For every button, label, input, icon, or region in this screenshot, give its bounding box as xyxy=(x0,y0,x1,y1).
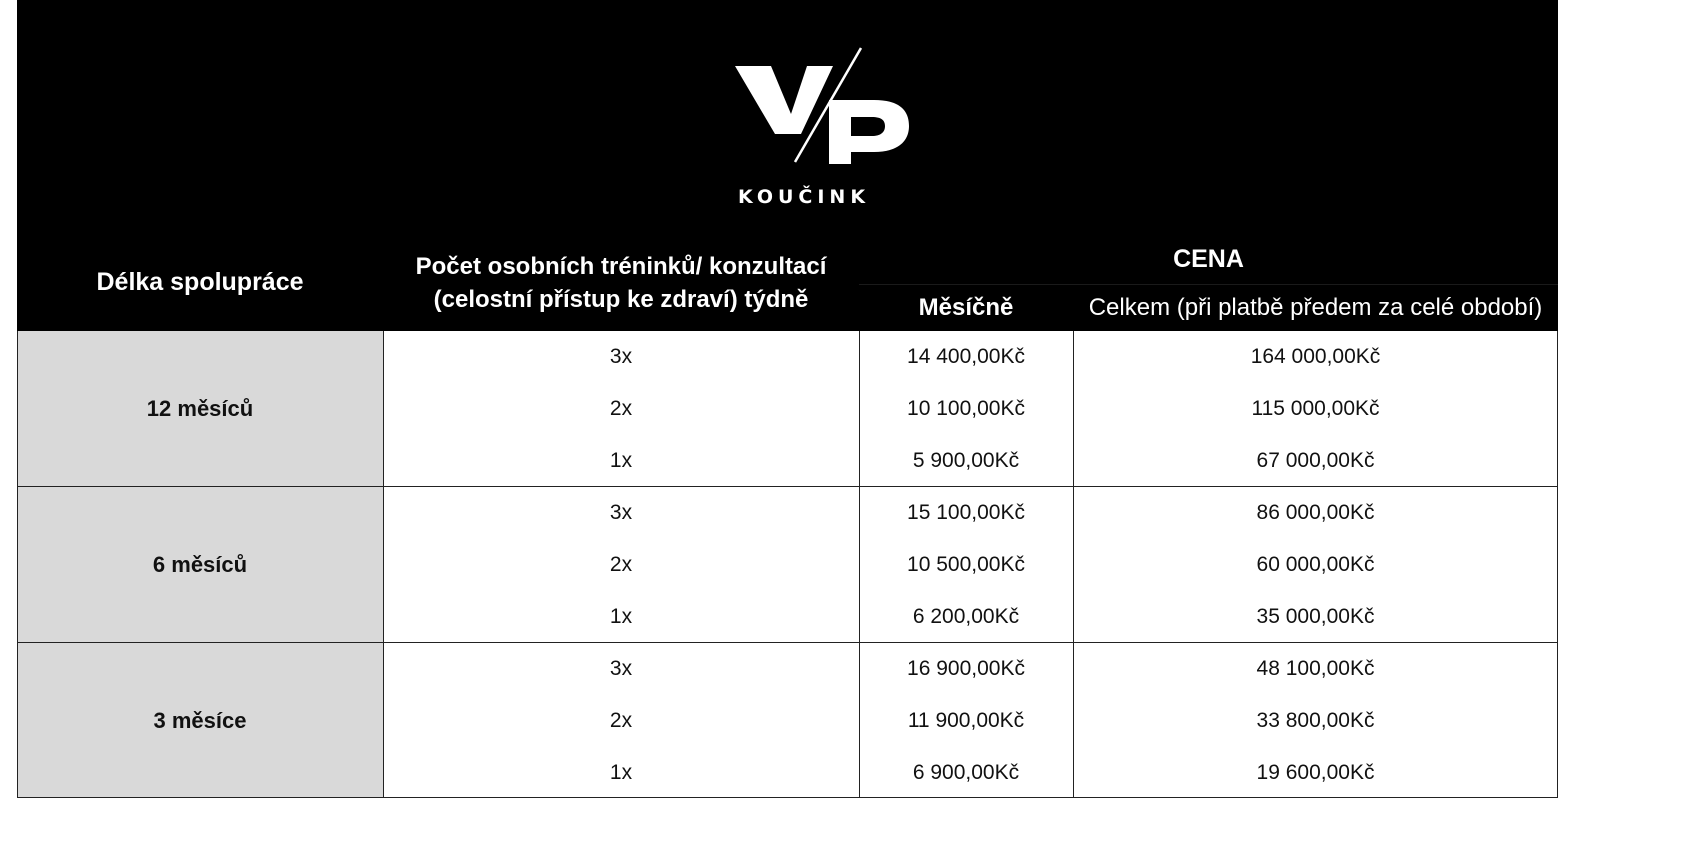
header-duration: Délka spolupráce xyxy=(96,268,304,296)
monthly-price: 10 100,00Kč xyxy=(907,397,1025,420)
pricing-header xyxy=(17,0,1558,331)
group-divider xyxy=(17,486,1558,487)
session-count: 3x xyxy=(609,345,633,368)
table-row xyxy=(383,383,1558,435)
session-count: 1x xyxy=(609,761,633,784)
table-border-bottom xyxy=(17,797,1558,798)
total-price: 115 000,00Kč xyxy=(1251,397,1380,420)
duration-label: 3 měsíce xyxy=(17,643,383,798)
monthly-price: 10 500,00Kč xyxy=(907,553,1025,576)
table-row xyxy=(383,331,1558,383)
header-monthly: Měsíčně xyxy=(918,294,1014,321)
column-divider xyxy=(859,331,860,798)
header-price: CENA xyxy=(1173,244,1244,273)
pricing-table-body xyxy=(17,331,1558,798)
table-border-left xyxy=(17,331,18,798)
session-count: 3x xyxy=(609,657,633,680)
table-border-right xyxy=(1557,331,1558,798)
logo-wordmark: KOUČINK xyxy=(737,186,871,208)
duration-label: 6 měsíců xyxy=(17,487,383,642)
header-count-line1: Počet osobních tréninků/ konzultací xyxy=(415,252,827,280)
table-group xyxy=(17,331,1558,486)
pricing-sheet xyxy=(17,0,1558,798)
monthly-price: 6 200,00Kč xyxy=(912,605,1020,628)
table-row xyxy=(383,747,1558,799)
total-price: 60 000,00Kč xyxy=(1256,553,1375,576)
monthly-price: 16 900,00Kč xyxy=(907,657,1025,680)
header-session-count xyxy=(383,234,859,331)
column-divider xyxy=(383,331,384,798)
total-price: 35 000,00Kč xyxy=(1256,605,1375,628)
total-price: 67 000,00Kč xyxy=(1256,449,1375,472)
total-price: 86 000,00Kč xyxy=(1256,501,1375,524)
session-count: 1x xyxy=(609,605,633,628)
monthly-price: 5 900,00Kč xyxy=(912,449,1020,472)
logo xyxy=(709,40,909,210)
total-price: 164 000,00Kč xyxy=(1250,345,1381,368)
session-count: 3x xyxy=(609,501,633,524)
table-row xyxy=(383,591,1558,643)
header-total: Celkem (při platbě předem za celé období) xyxy=(1088,294,1543,321)
total-price: 33 800,00Kč xyxy=(1256,709,1375,732)
header-count-line2: (celostní přístup ke zdraví) týdně xyxy=(433,285,809,313)
monthly-price: 15 100,00Kč xyxy=(907,501,1025,524)
duration-label: 12 měsíců xyxy=(17,331,383,486)
table-row xyxy=(383,539,1558,591)
monthly-price: 14 400,00Kč xyxy=(907,345,1025,368)
table-row xyxy=(383,695,1558,747)
session-count: 2x xyxy=(609,397,633,420)
total-price: 19 600,00Kč xyxy=(1256,761,1375,784)
monthly-price: 6 900,00Kč xyxy=(912,761,1020,784)
table-row xyxy=(383,643,1558,695)
table-group xyxy=(17,643,1558,798)
session-count: 1x xyxy=(609,449,633,472)
monthly-price: 11 900,00Kč xyxy=(907,709,1025,732)
table-row xyxy=(383,487,1558,539)
table-row xyxy=(383,435,1558,487)
session-count: 2x xyxy=(609,553,633,576)
table-group xyxy=(17,487,1558,642)
session-count: 2x xyxy=(609,709,633,732)
column-divider xyxy=(1073,331,1074,798)
total-price: 48 100,00Kč xyxy=(1256,657,1375,680)
vp-logo-icon xyxy=(709,40,909,170)
group-divider xyxy=(17,642,1558,643)
